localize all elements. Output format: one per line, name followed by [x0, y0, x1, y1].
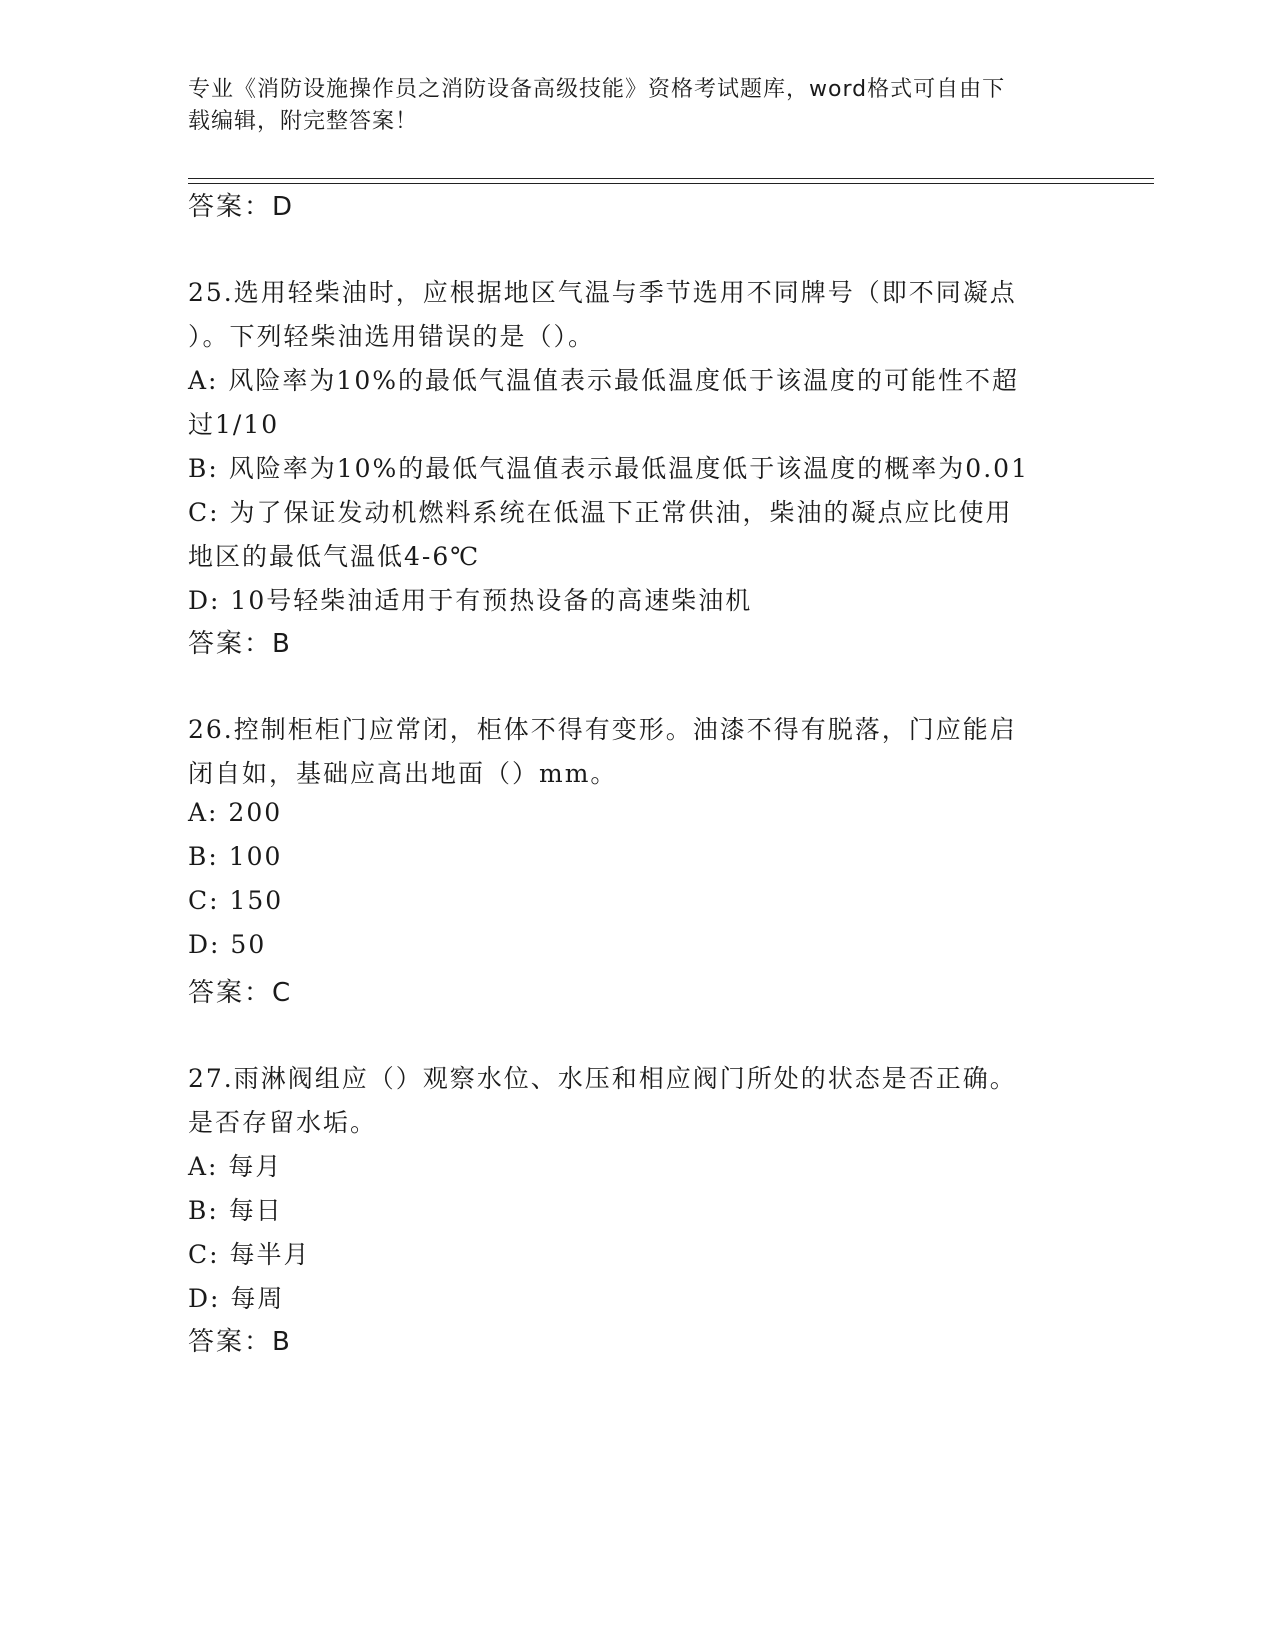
question-26-option-b: B: 100: [188, 842, 283, 871]
question-27-option-c: C: 每半月: [188, 1240, 311, 1269]
question-25-stem-line-2: ）。下列轻柴油选用错误的是（）。: [188, 322, 596, 351]
question-27-option-a: A: 每月: [188, 1152, 283, 1181]
header-rule-bottom: [188, 183, 1154, 184]
question-26-stem-line-2: 闭自如，基础应高出地面（）mm。: [188, 759, 618, 788]
question-25-option-a-line-2: 过1/10: [188, 410, 280, 439]
page-header: [188, 74, 1068, 138]
question-25-option-d: D: 10号轻柴油适用于有预热设备的高速柴油机: [188, 586, 753, 615]
question-26-answer: 答案：C: [188, 978, 293, 1008]
question-25-stem-line-1: 25.选用轻柴油时，应根据地区气温与季节选用不同牌号（即不同凝点: [188, 278, 1017, 307]
header-line-1: 专业《消防设施操作员之消防设备高级技能》资格考试题库，word格式可自由下: [188, 77, 1006, 102]
question-26-option-c: C: 150: [188, 886, 284, 915]
question-25-option-b: B: 风险率为10%的最低气温值表示最低温度低于该温度的概率为0.01: [188, 454, 1029, 483]
header-line-2: 载编辑，附完整答案！: [188, 109, 419, 134]
question-26-option-a: A: 200: [188, 798, 283, 827]
question-27-stem-line-1: 27.雨淋阀组应（）观察水位、水压和相应阀门所处的状态是否正确。: [188, 1064, 1017, 1093]
question-27-option-d: D: 每周: [188, 1284, 285, 1313]
question-25-answer: 答案：B: [188, 629, 292, 659]
question-26-option-d: D: 50: [188, 930, 267, 959]
question-26-stem-line-1: 26.控制柜柜门应常闭，柜体不得有变形。油漆不得有脱落，门应能启: [188, 715, 1017, 744]
previous-answer: 答案：D: [188, 192, 295, 222]
header-rule-top: [188, 178, 1154, 179]
question-25-option-a-line-1: A: 风险率为10%的最低气温值表示最低温度低于该温度的可能性不超: [188, 366, 1019, 395]
question-27-stem-line-2: 是否存留水垢。: [188, 1108, 378, 1137]
question-27-answer: 答案：B: [188, 1327, 292, 1357]
question-25-option-c-line-2: 地区的最低气温低4-6℃: [188, 542, 481, 571]
question-25-option-c-line-1: C: 为了保证发动机燃料系统在低温下正常供油，柴油的凝点应比使用: [188, 498, 1013, 527]
question-27-option-b: B: 每日: [188, 1196, 283, 1225]
